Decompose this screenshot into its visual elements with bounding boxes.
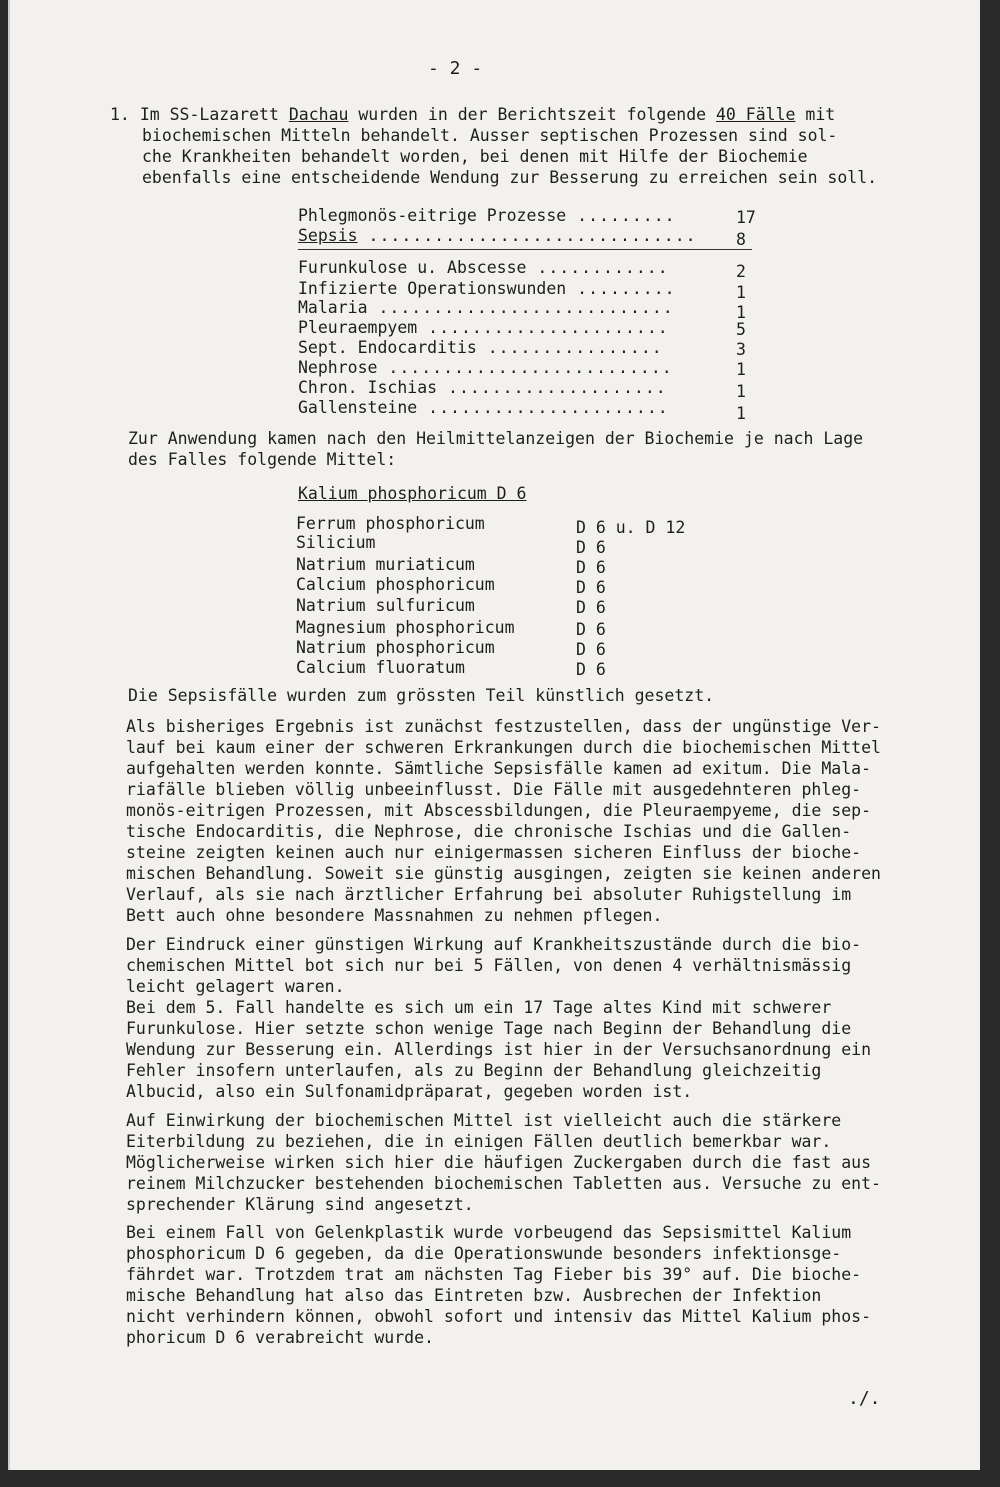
case-number: 1 (736, 382, 746, 401)
list-item (298, 206, 676, 226)
text-line: aufgehalten werden konnte. Sämtliche Sepsisfälle kamen ad exitum. Die Mala- (126, 759, 872, 778)
remedy-dose: D 6 (576, 640, 606, 659)
item-number: 1. (110, 105, 130, 124)
case-name: Furunkulose u. Abscesse (298, 258, 527, 277)
leader-dots: .................... (437, 378, 667, 397)
text-line: phosphoricum D 6 gegeben, da die Operationswunde besonders infektionsge- (126, 1244, 842, 1263)
remedies-intro (128, 428, 968, 470)
text-line: phoricum D 6 verabreicht wurde. (126, 1328, 434, 1347)
text-line: mische Behandlung hat also das Eintreten bzw. Ausbrechen der Infektion (126, 1286, 822, 1305)
text-line: Verlauf, als sie nach ärztlicher Erfahrung bei absoluter Ruhigstellung im (126, 885, 852, 904)
remedy-name: Natrium muriaticum (296, 555, 475, 574)
document-page (8, 0, 980, 1470)
case-name: Phlegmonös-eitrige Prozesse (298, 206, 567, 225)
text-line: riafälle blieben völlig unbeeinflusst. Die Fälle mit ausgedehnteren phleg- (126, 780, 862, 799)
text-line: fährdet war. Trotzdem trat am nächsten Tag Fieber bis 39° auf. Die bioche- (126, 1265, 862, 1284)
text-line: nicht verhindern können, obwohl sofort und intensiv das Mittel Kalium phos- (126, 1307, 872, 1326)
remedy-dose: D 6 (576, 620, 606, 639)
text-line: Möglicherweise wirken sich hier die häufigen Zuckergaben durch die fast aus (126, 1153, 872, 1172)
text-line: Der Eindruck einer günstigen Wirkung auf Krankheitszustände durch die bio- (126, 935, 862, 954)
remedy-name: Magnesium phosphoricum (296, 618, 515, 637)
page-number: - 2 - (428, 58, 483, 79)
list-item (298, 298, 674, 318)
leader-dots: ...................... (417, 398, 669, 417)
place-name: Dachau (288, 105, 349, 124)
case-name: Sepsis (298, 226, 358, 245)
text-line: mischen Behandlung. Soweit sie günstig ausgingen, zeigten sie keinen anderen (126, 864, 881, 883)
case-count: 40 Fälle (716, 105, 796, 124)
list-item (298, 398, 669, 418)
case-number: 3 (736, 340, 746, 359)
paragraph-results (126, 716, 966, 926)
paragraph-suppuration (126, 1110, 966, 1215)
text-line: chemischen Mittel bot sich nur bei 5 Fällen, von denen 4 verhältnismässig (126, 956, 852, 975)
leader-dots: ............ (526, 258, 669, 277)
continuation-mark: ./. (848, 1388, 881, 1409)
intro-text: Im SS-Lazarett (139, 105, 289, 124)
sum-rule (298, 249, 752, 250)
intro-paragraph (110, 104, 966, 188)
text-line: des Falles folgende Mittel: (128, 450, 397, 469)
case-number: 1 (736, 303, 746, 322)
list-item (298, 318, 669, 338)
remedy-main: Kalium phosphoricum D 6 (298, 484, 527, 503)
text-line: Bei einem Fall von Gelenkplastik wurde vorbeugend das Sepsismittel Kalium (126, 1223, 852, 1242)
paragraph-arthroplasty (126, 1222, 966, 1348)
text-line: Bett auch ohne besondere Massnahmen zu nehmen pflegen. (126, 906, 663, 925)
list-item (298, 279, 676, 299)
intro-text: mit (795, 105, 836, 124)
text-line: Wendung zur Besserung ein. Allerdings ist hier in der Versuchsanordnung ein (126, 1040, 872, 1059)
text-line: lauf bei kaum einer der schweren Erkrankungen durch die biochemischen Mittel (126, 738, 881, 757)
leader-dots: ........................... (367, 298, 674, 317)
case-name: Malaria (298, 298, 368, 317)
case-number: 2 (736, 262, 746, 281)
remedy-name: Ferrum phosphoricum (296, 514, 485, 533)
text-line: Eiterbildung zu beziehen, die in einigen Fällen deutlich bemerkbar war. (126, 1132, 832, 1151)
intro-line-4: ebenfalls eine entscheidende Wendung zur Besserung zu erreichen sein soll. (142, 168, 878, 187)
case-name: Infizierte Operationswunden (298, 279, 567, 298)
remedy-name: Calcium fluoratum (296, 658, 465, 677)
text-line: Auf Einwirkung der biochemischen Mittel ist vielleicht auch die stärkere (126, 1111, 842, 1130)
text-line: Furunkulose. Hier setzte schon wenige Tage nach Beginn der Behandlung die (126, 1019, 852, 1038)
case-name: Sept. Endocarditis (298, 338, 477, 357)
text-line: sprechender Klärung sind angesetzt. (126, 1195, 474, 1214)
case-name: Chron. Ischias (298, 378, 438, 397)
intro-line-2: biochemischen Mitteln behandelt. Ausser septischen Prozessen sind sol- (142, 126, 838, 145)
case-name: Gallensteine (298, 398, 418, 417)
list-item (298, 358, 673, 378)
leader-dots: ......... (566, 206, 676, 225)
case-number: 1 (736, 360, 746, 379)
remedy-dose: D 6 (576, 660, 606, 679)
list-item (298, 338, 663, 358)
remedy-name: Silicium (296, 533, 376, 552)
list-item (298, 258, 669, 278)
text-line: tische Endocarditis, die Nephrose, die chronische Ischias und die Gallen- (126, 822, 852, 841)
case-name: Pleuraempyem (298, 318, 418, 337)
paragraph-impression (126, 934, 966, 1102)
leader-dots: ................ (476, 338, 663, 357)
text-line: Bei dem 5. Fall handelte es sich um ein 17 Tage altes Kind mit schwerer (126, 998, 832, 1017)
text-line: monös-eitrigen Prozessen, mit Abscessbildungen, die Pleuraempyeme, die sep- (126, 801, 872, 820)
list-item (298, 378, 667, 398)
remedy-name: Calcium phosphoricum (296, 575, 495, 594)
remedy-name: Natrium phosphoricum (296, 638, 495, 657)
leader-dots: .......................... (377, 358, 673, 377)
intro-text: wurden in der Berichtszeit folgende (348, 105, 716, 124)
remedy-name: Natrium sulfuricum (296, 596, 475, 615)
remedy-dose: D 6 (576, 578, 606, 597)
case-number: 1 (736, 283, 746, 302)
text-line: reinem Milchzucker bestehenden biochemischen Tabletten aus. Versuche zu ent- (126, 1174, 881, 1193)
intro-line-3: che Krankheiten behandelt worden, bei denen mit Hilfe der Biochemie (142, 147, 808, 166)
text-line: steine zeigten keinen auch nur einigermassen sicheren Einfluss der bioche- (126, 843, 862, 862)
leader-dots: .............................. (357, 226, 697, 245)
leader-dots: ......... (566, 279, 676, 298)
case-number: 5 (736, 320, 746, 339)
remedy-dose: D 6 (576, 598, 606, 617)
intro-line-1 (110, 104, 966, 125)
remedy-dose: D 6 u. D 12 (576, 518, 686, 537)
case-name: Nephrose (298, 358, 378, 377)
remedy-dose: D 6 (576, 558, 606, 577)
leader-dots: ...................... (417, 318, 669, 337)
text-line: leicht gelagert waren. (126, 977, 345, 996)
case-number: 17 (736, 208, 756, 227)
text-line: Als bisheriges Ergebnis ist zunächst festzustellen, dass der ungünstige Ver- (126, 717, 881, 736)
text-line: Zur Anwendung kamen nach den Heilmittelanzeigen der Biochemie je nach Lage (128, 429, 864, 448)
case-number: 1 (736, 404, 746, 423)
remedy-dose: D 6 (576, 538, 606, 557)
case-number: 8 (736, 230, 746, 249)
sepsis-note: Die Sepsisfälle wurden zum grössten Teil künstlich gesetzt. (128, 686, 715, 705)
text-line: Fehler insofern unterlaufen, als zu Beginn der Behandlung gleichzeitig (126, 1061, 822, 1080)
list-item (298, 226, 697, 246)
text-line: Albucid, also ein Sulfonamidpräparat, gegeben worden ist. (126, 1082, 693, 1101)
